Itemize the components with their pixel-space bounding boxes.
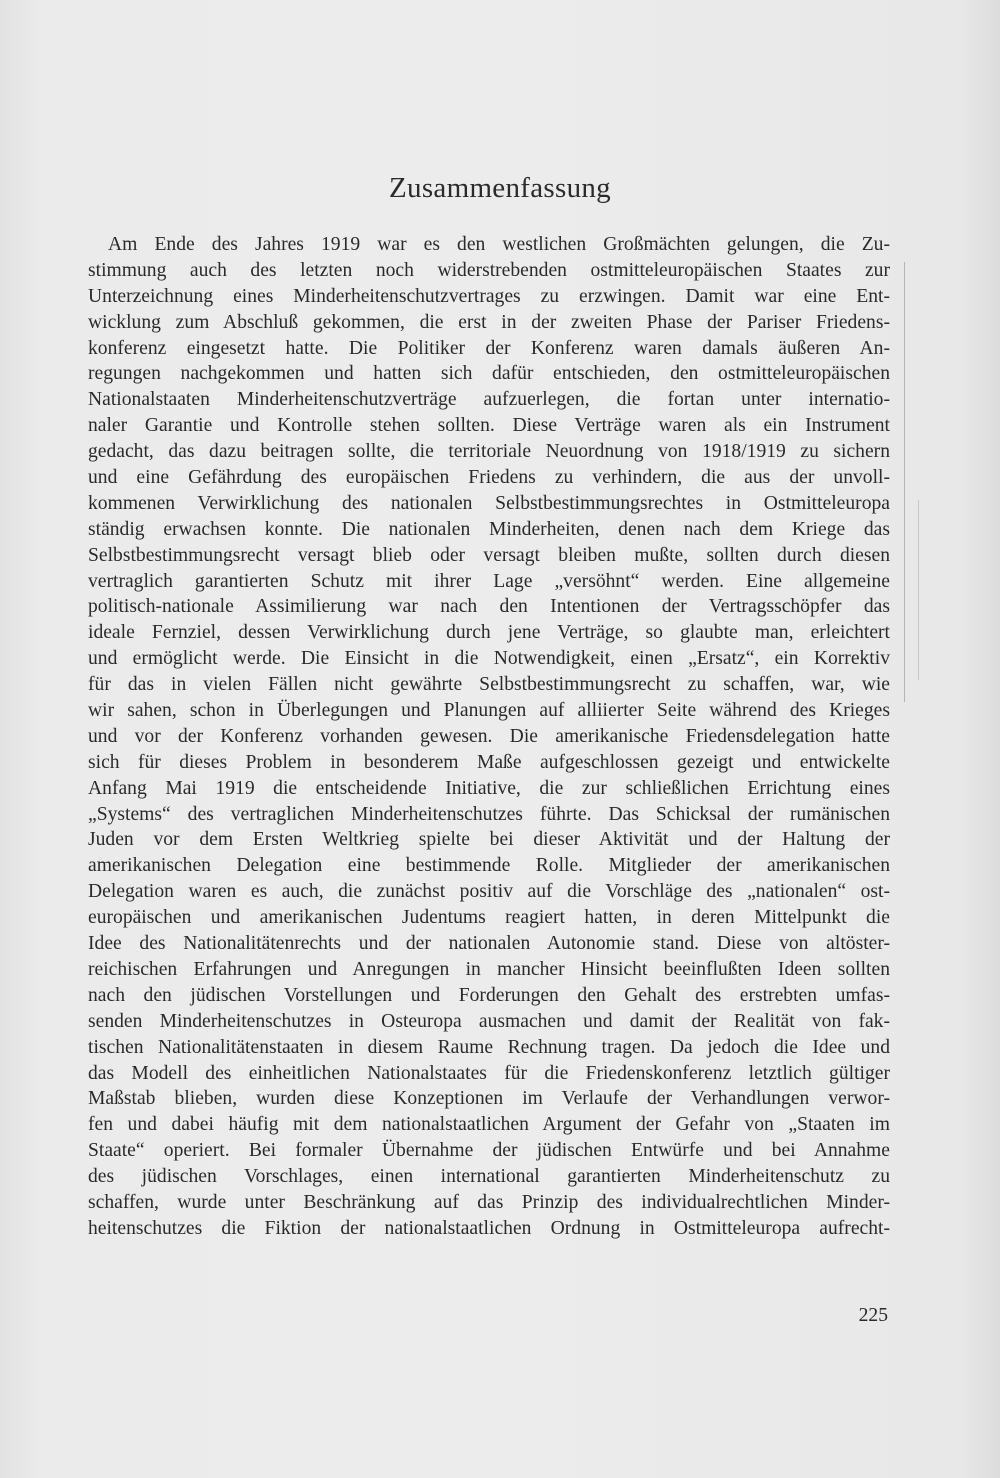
text-line: politisch-nationale Assimilierung war nach den Intentionen der Vertragsschöpfer das xyxy=(88,596,890,618)
page-number: 225 xyxy=(858,1305,888,1326)
text-line: „Systems“ des vertraglichen Minderheitenschutzes führte. Das Schicksal der rumänischen xyxy=(88,803,890,825)
text-line: europäischen und amerikanischen Judentums reagiert hatten, in deren Mittelpunkt die xyxy=(88,907,890,929)
text-line: Idee des Nationalitätenrechts und der nationalen Autonomie stand. Diese von altöster- xyxy=(88,933,890,955)
text-line: Maßstab blieben, wurden diese Konzeptionen im Verlaufe der Verhandlungen verwor- xyxy=(88,1088,890,1110)
text-line: des jüdischen Vorschlages, einen international garantierten Minderheitenschutz zu xyxy=(88,1166,890,1188)
body-text xyxy=(88,232,890,1242)
text-line: Delegation waren es auch, die zunächst positiv auf die Vorschläge des „nationalen“ ost- xyxy=(88,881,890,903)
text-line: und eine Gefährdung des europäischen Friedens zu verhindern, die aus der unvoll- xyxy=(88,467,890,489)
page-heading: Zusammenfassung xyxy=(389,172,611,204)
margin-scratch-mark xyxy=(904,262,905,702)
text-line: Am Ende des Jahres 1919 war es den westlichen Großmächten gelungen, die Zu- xyxy=(108,234,890,255)
text-line: das Modell des einheitlichen Nationalstaates für die Friedenskonferenz letztlich gültiger xyxy=(88,1062,890,1084)
text-line: stimmung auch des letzten noch widerstrebenden ostmitteleuropäischen Staates zur xyxy=(88,259,890,281)
text-line: heitenschutzes die Fiktion der nationalstaatlichen Ordnung in Ostmitteleuropa aufrecht- xyxy=(88,1217,890,1239)
text-line: Staate“ operiert. Bei formaler Übernahme der jüdischen Entwürfe und bei Annahme xyxy=(88,1140,890,1162)
text-line: fen und dabei häufig mit dem nationalstaatlichen Argument der Gefahr von „Staaten im xyxy=(88,1114,890,1136)
text-line: für das in vielen Fällen nicht gewährte Selbstbestimmungsrecht zu schaffen, war, wie xyxy=(88,674,890,696)
text-line: Anfang Mai 1919 die entscheidende Initiative, die zur schließlichen Errichtung eines xyxy=(88,777,890,799)
text-line: tischen Nationalitätenstaaten in diesem Raume Rechnung tragen. Da jedoch die Idee und xyxy=(88,1036,890,1058)
text-line: Juden vor dem Ersten Weltkrieg spielte bei dieser Aktivität und der Haltung der xyxy=(88,829,890,851)
text-line: wir sahen, schon in Überlegungen und Planungen auf alliierter Seite während des Krieges xyxy=(88,700,890,722)
margin-scratch-mark-lower xyxy=(918,500,919,680)
text-line: konferenz eingesetzt hatte. Die Politiker der Konferenz waren damals äußeren An- xyxy=(88,337,890,359)
text-line: senden Minderheitenschutzes in Osteuropa ausmachen und damit der Realität von fak- xyxy=(88,1010,890,1032)
text-line: gedacht, das dazu beitragen sollte, die territoriale Neuordnung von 1918/1919 zu sichern xyxy=(88,441,890,463)
text-line: nach den jüdischen Vorstellungen und Forderungen den Gehalt des erstrebten umfas- xyxy=(88,984,890,1006)
text-line: vertraglich garantierten Schutz mit ihrer Lage „versöhnt“ werden. Eine allgemeine xyxy=(88,570,890,592)
text-line: Nationalstaaten Minderheitenschutzverträge aufzuerlegen, die fortan unter internatio- xyxy=(88,389,890,411)
text-line: naler Garantie und Kontrolle stehen sollten. Diese Verträge waren als ein Instrument xyxy=(88,415,890,437)
text-line: wicklung zum Abschluß gekommen, die erst in der zweiten Phase der Pariser Friedens- xyxy=(88,311,890,333)
text-line: sich für dieses Problem in besonderem Maße aufgeschlossen gezeigt und entwickelte xyxy=(88,751,890,773)
text-line: Selbstbestimmungsrecht versagt blieb oder versagt bleiben mußte, sollten durch diesen xyxy=(88,544,890,566)
text-line: amerikanischen Delegation eine bestimmende Rolle. Mitglieder der amerikanischen xyxy=(88,855,890,877)
text-line: und vor der Konferenz vorhanden gewesen. Die amerikanische Friedensdelegation hatte xyxy=(88,725,890,747)
text-line: reichischen Erfahrungen und Anregungen in mancher Hinsicht beeinflußten Ideen sollten xyxy=(88,958,890,980)
text-line: regungen nachgekommen und hatten sich dafür entschieden, den ostmitteleuropäischen xyxy=(88,363,890,385)
text-line: schaffen, wurde unter Beschränkung auf das Prinzip des individualrechtlichen Minder- xyxy=(88,1191,890,1213)
text-line: kommenen Verwirklichung des nationalen Selbstbestimmungsrechtes in Ostmitteleuropa xyxy=(88,492,890,514)
text-line: ideale Fernziel, dessen Verwirklichung durch jene Verträge, so glaubte man, erleichtert xyxy=(88,622,890,644)
text-line: ständig erwachsen konnte. Die nationalen Minderheiten, denen nach dem Kriege das xyxy=(88,518,890,540)
text-line: Unterzeichnung eines Minderheitenschutzvertrages zu erzwingen. Damit war eine Ent- xyxy=(88,285,890,307)
text-line: und ermöglicht werde. Die Einsicht in die Notwendigkeit, einen „Ersatz“, ein Korrektiv xyxy=(88,648,890,670)
